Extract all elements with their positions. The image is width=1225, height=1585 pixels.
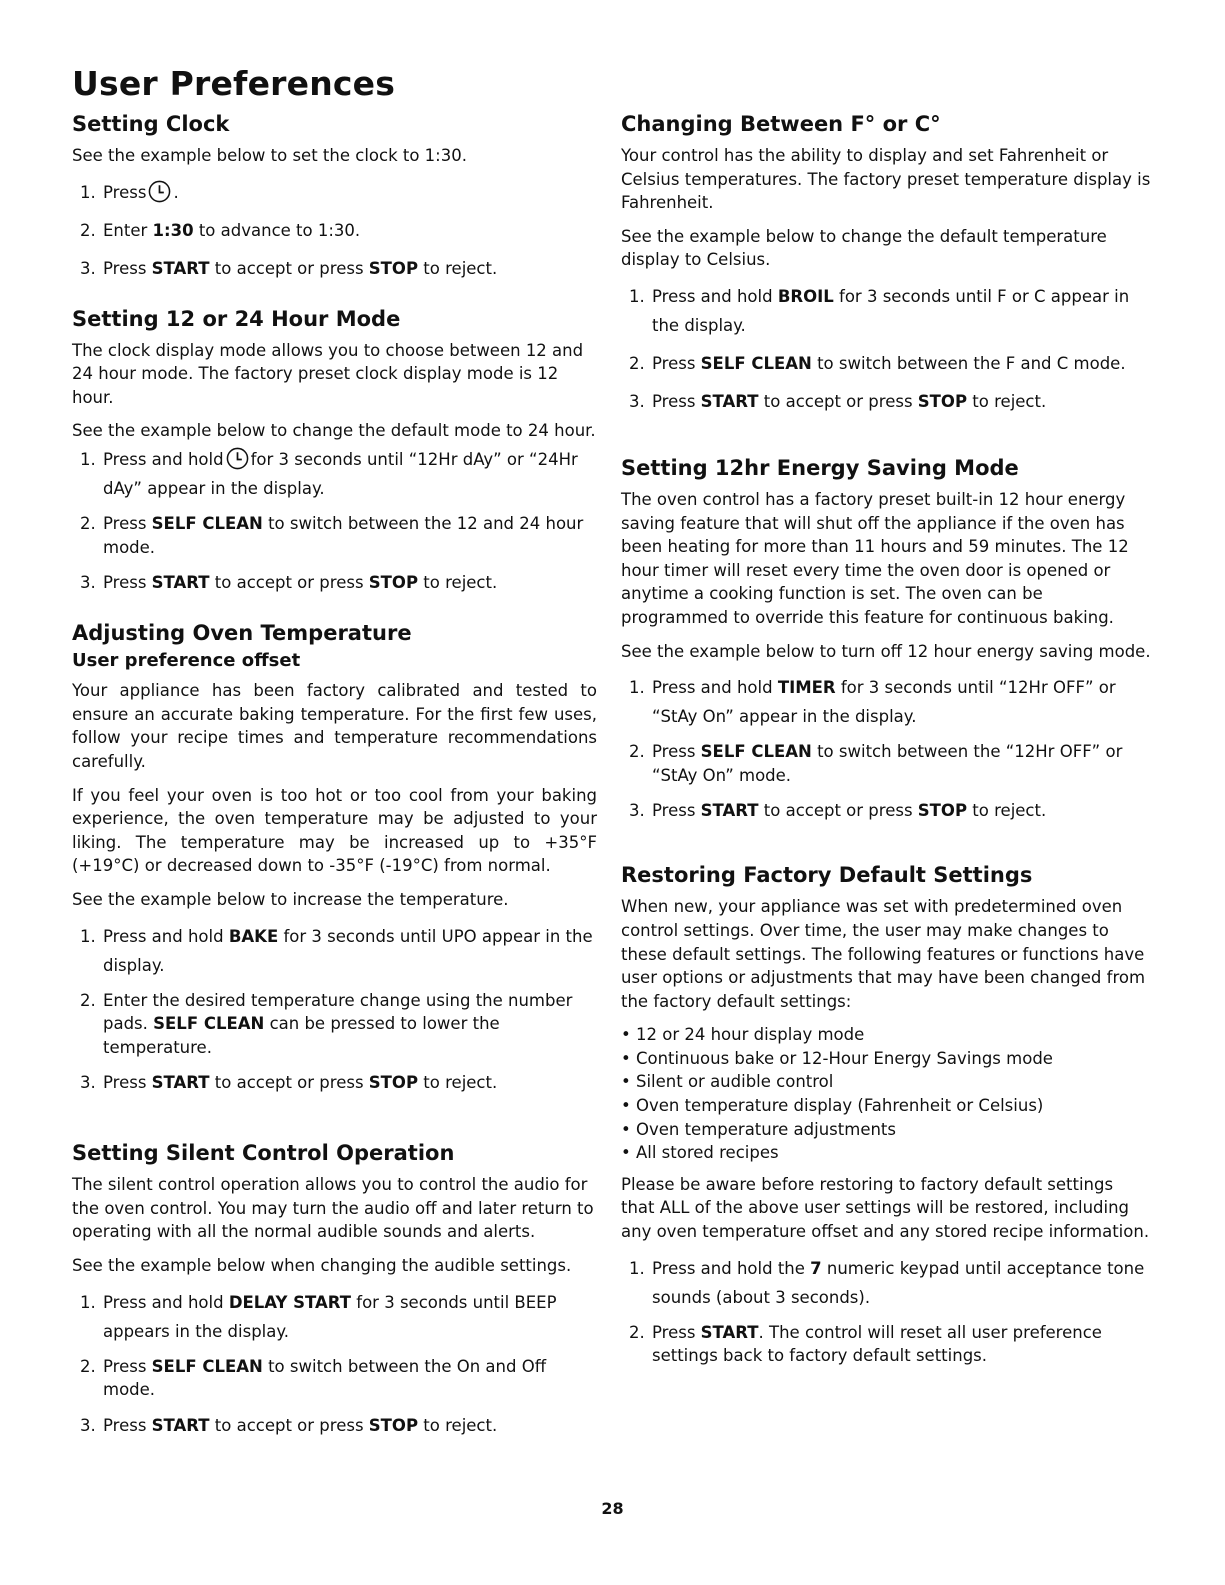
- section-fahrenheit-celsius: [621, 110, 1151, 416]
- page-title: User Preferences: [72, 64, 396, 103]
- section-paragraph: Your appliance has been factory calibrated and tested to ensure an accurate baking temperature. For the first few uses, follow your recipe times and temperature recommendations carefully.: [72, 681, 597, 771]
- key-label: START: [700, 391, 759, 411]
- step-text: to switch between the On and Off mode.: [103, 1356, 547, 1400]
- steps-list: [621, 1254, 1151, 1368]
- step-text: Press: [103, 1073, 152, 1093]
- step-text: Press: [103, 258, 152, 278]
- step-text: to accept or press: [209, 573, 369, 593]
- step-text: Enter the desired temperature change using the number pads.: [103, 990, 573, 1034]
- step-item: [72, 568, 597, 597]
- step-item: [72, 445, 597, 503]
- section-subheading: User preference offset: [72, 650, 301, 672]
- step-text: to switch between the F and C mode.: [811, 353, 1126, 373]
- step-text: Press and hold: [652, 286, 778, 306]
- step-text: to accept or press: [209, 258, 369, 278]
- key-label: START: [700, 1322, 759, 1342]
- step-number: 3.: [80, 573, 96, 593]
- step-number: 3.: [629, 801, 645, 821]
- step-item: [72, 922, 597, 980]
- features-list: [621, 1023, 1151, 1165]
- step-item: [72, 178, 597, 207]
- step-number: 3.: [80, 1415, 96, 1435]
- step-text: to reject.: [967, 801, 1047, 821]
- clock-icon: [226, 447, 249, 470]
- step-text: can be pressed to lower the temperature.: [103, 1014, 500, 1057]
- section-paragraph: See the example below to increase the temperature.: [72, 889, 509, 909]
- section-paragraph: See the example below to turn off 12 hour energy saving mode.: [621, 641, 1151, 661]
- step-text: to accept or press: [209, 1073, 369, 1093]
- key-label: SELF CLEAN: [151, 513, 263, 533]
- key-label: STOP: [368, 573, 419, 593]
- section-paragraph: The clock display mode allows you to choose between 12 and 24 hour mode. The factory preset clock display mode is 12 hour.: [72, 340, 584, 407]
- step-text: for 3 seconds until “12Hr OFF” or “StAy On” appear in the display.: [652, 678, 1116, 727]
- section-heading: Setting Clock: [72, 112, 230, 136]
- step-item: [621, 1254, 1151, 1312]
- step-text: Press and hold: [103, 1292, 229, 1312]
- step-number: 2.: [80, 220, 96, 240]
- step-number: 2.: [80, 990, 96, 1010]
- left-column: [72, 110, 597, 1449]
- step-text: Enter: [103, 220, 153, 240]
- steps-list: [72, 178, 597, 283]
- step-text: numeric keypad until acceptance tone sounds (about 3 seconds).: [652, 1258, 1145, 1307]
- step-text: to reject.: [418, 258, 498, 278]
- step-text: Press and hold the: [652, 1258, 811, 1278]
- step-item: [72, 1068, 597, 1097]
- step-number: 1.: [80, 1292, 96, 1312]
- step-text: Press: [652, 801, 701, 821]
- step-item: [621, 740, 1151, 787]
- step-text: Press: [652, 1322, 701, 1342]
- step-item: [621, 282, 1151, 340]
- key-label: 1:30: [152, 220, 194, 240]
- section-restore-defaults: [621, 861, 1151, 1368]
- step-item: [72, 1288, 597, 1346]
- key-label: STOP: [368, 1415, 419, 1435]
- list-item: • All stored recipes: [621, 1141, 1151, 1165]
- section-heading: Changing Between F° or C°: [621, 112, 941, 136]
- step-number: 1.: [629, 286, 645, 306]
- step-text: to reject.: [418, 573, 498, 593]
- section-paragraph: The oven control has a factory preset built-in 12 hour energy saving feature that will shut off the appliance if the oven has been heating for more than 11 hours and 59 minutes. The 12 hour timer will reset every time the oven door is opened or anytime a cooking function is set. The oven can be programmed to override this feature for continuous baking.: [621, 489, 1129, 627]
- key-label: BROIL: [777, 286, 834, 306]
- list-item: • Oven temperature adjustments: [621, 1118, 1151, 1142]
- step-text: to advance to 1:30.: [193, 220, 361, 240]
- step-item: [72, 989, 597, 1060]
- step-text: Press: [103, 573, 152, 593]
- step-text: to accept or press: [758, 801, 918, 821]
- step-text: Press: [652, 391, 701, 411]
- steps-list: [72, 1288, 597, 1440]
- section-silent-control: [72, 1139, 597, 1440]
- key-label: STOP: [368, 258, 419, 278]
- key-label: 7: [810, 1258, 822, 1278]
- section-heading: Restoring Factory Default Settings: [621, 863, 1033, 888]
- step-number: 1.: [629, 1258, 645, 1278]
- section-oven-temperature: [72, 619, 597, 1097]
- step-number: 1.: [80, 449, 96, 469]
- key-label: START: [151, 1073, 210, 1093]
- step-text: to reject.: [418, 1073, 498, 1093]
- step-text: Press and hold: [103, 449, 224, 469]
- step-text: for 3 seconds until F or C appear in the display.: [652, 286, 1130, 335]
- key-label: STOP: [368, 1073, 419, 1093]
- section-paragraph: See the example below when changing the audible settings.: [72, 1256, 572, 1276]
- step-item: [72, 1411, 597, 1440]
- step-text: Press and hold: [103, 926, 229, 946]
- list-item: • Oven temperature display (Fahrenheit or Celsius): [621, 1094, 1151, 1118]
- section-hour-mode: [72, 305, 597, 598]
- step-number: 1.: [80, 926, 96, 946]
- step-number: 2.: [80, 513, 96, 533]
- step-text: to switch between the “12Hr OFF” or “StAy On” mode.: [652, 742, 1123, 785]
- steps-list: [621, 282, 1151, 416]
- clock-icon: [148, 180, 171, 203]
- section-paragraph: When new, your appliance was set with predetermined oven control settings. Over time, the user may make changes to these default settings. The following features or functions have user options or adjustments that may have been changed from the factory default settings:: [621, 897, 1146, 1011]
- key-label: START: [151, 258, 210, 278]
- step-text: Press: [103, 1415, 152, 1435]
- section-paragraph: If you feel your oven is too hot or too cool from your baking experience, the oven temperature may be adjusted to your liking. The temperature may be increased up to +35°F (+19°C) or decreased down to -35°F (-19°C) from normal.: [72, 785, 597, 876]
- steps-list: [621, 673, 1151, 825]
- list-item: • 12 or 24 hour display mode: [621, 1023, 1151, 1047]
- step-text: Press and hold: [652, 678, 778, 698]
- step-text: to reject.: [418, 1415, 498, 1435]
- key-label: BAKE: [228, 926, 279, 946]
- section-energy-saving: [621, 454, 1151, 825]
- section-heading: Setting Silent Control Operation: [72, 1141, 455, 1166]
- step-text: . The control will reset all user preference settings back to factory default settings.: [652, 1322, 1102, 1366]
- step-item: [72, 254, 597, 283]
- step-number: 2.: [80, 1356, 96, 1376]
- key-label: START: [700, 801, 759, 821]
- step-text: Press: [103, 182, 147, 202]
- step-item: [621, 387, 1151, 416]
- step-text: for 3 seconds until “12Hr dAy” or “24Hr dAy” appear in the display.: [103, 449, 578, 498]
- step-number: 2.: [629, 742, 645, 762]
- page-number: 28: [601, 1499, 624, 1518]
- step-item: [621, 1321, 1151, 1368]
- section-paragraph: See the example below to change the default mode to 24 hour.: [72, 421, 596, 441]
- step-item: [621, 349, 1151, 378]
- step-text: Press: [652, 742, 701, 762]
- key-label: START: [151, 573, 210, 593]
- section-setting-clock: [72, 110, 597, 283]
- step-item: [72, 1355, 597, 1402]
- section-intro: See the example below to set the clock to 1:30.: [72, 146, 467, 165]
- section-paragraph: The silent control operation allows you to control the audio for the oven control. You may turn the audio off and later return to operating with all the normal audible sounds and alerts.: [72, 1175, 594, 1242]
- step-item: [72, 512, 597, 559]
- section-heading: Setting 12 or 24 Hour Mode: [72, 306, 401, 331]
- step-number: 2.: [629, 1322, 645, 1342]
- step-number: 3.: [80, 258, 96, 278]
- step-text: to accept or press: [209, 1415, 369, 1435]
- step-number: 2.: [629, 353, 645, 373]
- key-label: SELF CLEAN: [700, 353, 812, 373]
- key-label: SELF CLEAN: [153, 1014, 265, 1034]
- step-text: for 3 seconds until BEEP appears in the display.: [103, 1292, 557, 1341]
- list-item: • Silent or audible control: [621, 1070, 1151, 1094]
- step-text: for 3 seconds until UPO appear in the display.: [103, 926, 593, 975]
- step-number: 3.: [80, 1073, 96, 1093]
- right-column: [621, 110, 1151, 1377]
- section-paragraph: Please be aware before restoring to factory default settings that ALL of the above user settings will be restored, including any oven temperature offset and any stored recipe information.: [621, 1174, 1150, 1242]
- key-label: STOP: [917, 801, 968, 821]
- step-text: .: [173, 182, 179, 202]
- step-number: 1.: [629, 678, 645, 698]
- steps-list: [72, 922, 597, 1098]
- key-label: START: [151, 1415, 210, 1435]
- section-paragraph: Your control has the ability to display and set Fahrenheit or Celsius temperatures. The factory preset temperature display is Fahrenheit.: [621, 146, 1151, 213]
- section-heading: Setting 12hr Energy Saving Mode: [621, 455, 1019, 480]
- step-item: [72, 216, 597, 245]
- step-text: Press: [103, 1356, 152, 1376]
- step-text: to switch between the 12 and 24 hour mode.: [103, 513, 584, 557]
- key-label: SELF CLEAN: [151, 1356, 263, 1376]
- key-label: DELAY START: [228, 1292, 352, 1312]
- step-text: Press: [652, 353, 701, 373]
- step-number: 1.: [80, 182, 96, 202]
- list-item: • Continuous bake or 12-Hour Energy Savings mode: [621, 1047, 1151, 1071]
- key-label: STOP: [917, 391, 968, 411]
- steps-list: [72, 445, 597, 597]
- step-number: 3.: [629, 391, 645, 411]
- key-label: TIMER: [777, 678, 836, 698]
- step-item: [621, 796, 1151, 825]
- step-text: Press: [103, 513, 152, 533]
- step-text: to accept or press: [758, 391, 918, 411]
- key-label: SELF CLEAN: [700, 742, 812, 762]
- section-heading: Adjusting Oven Temperature: [72, 621, 412, 646]
- step-text: to reject.: [967, 391, 1047, 411]
- step-item: [621, 673, 1151, 731]
- section-paragraph: See the example below to change the default temperature display to Celsius.: [621, 226, 1107, 270]
